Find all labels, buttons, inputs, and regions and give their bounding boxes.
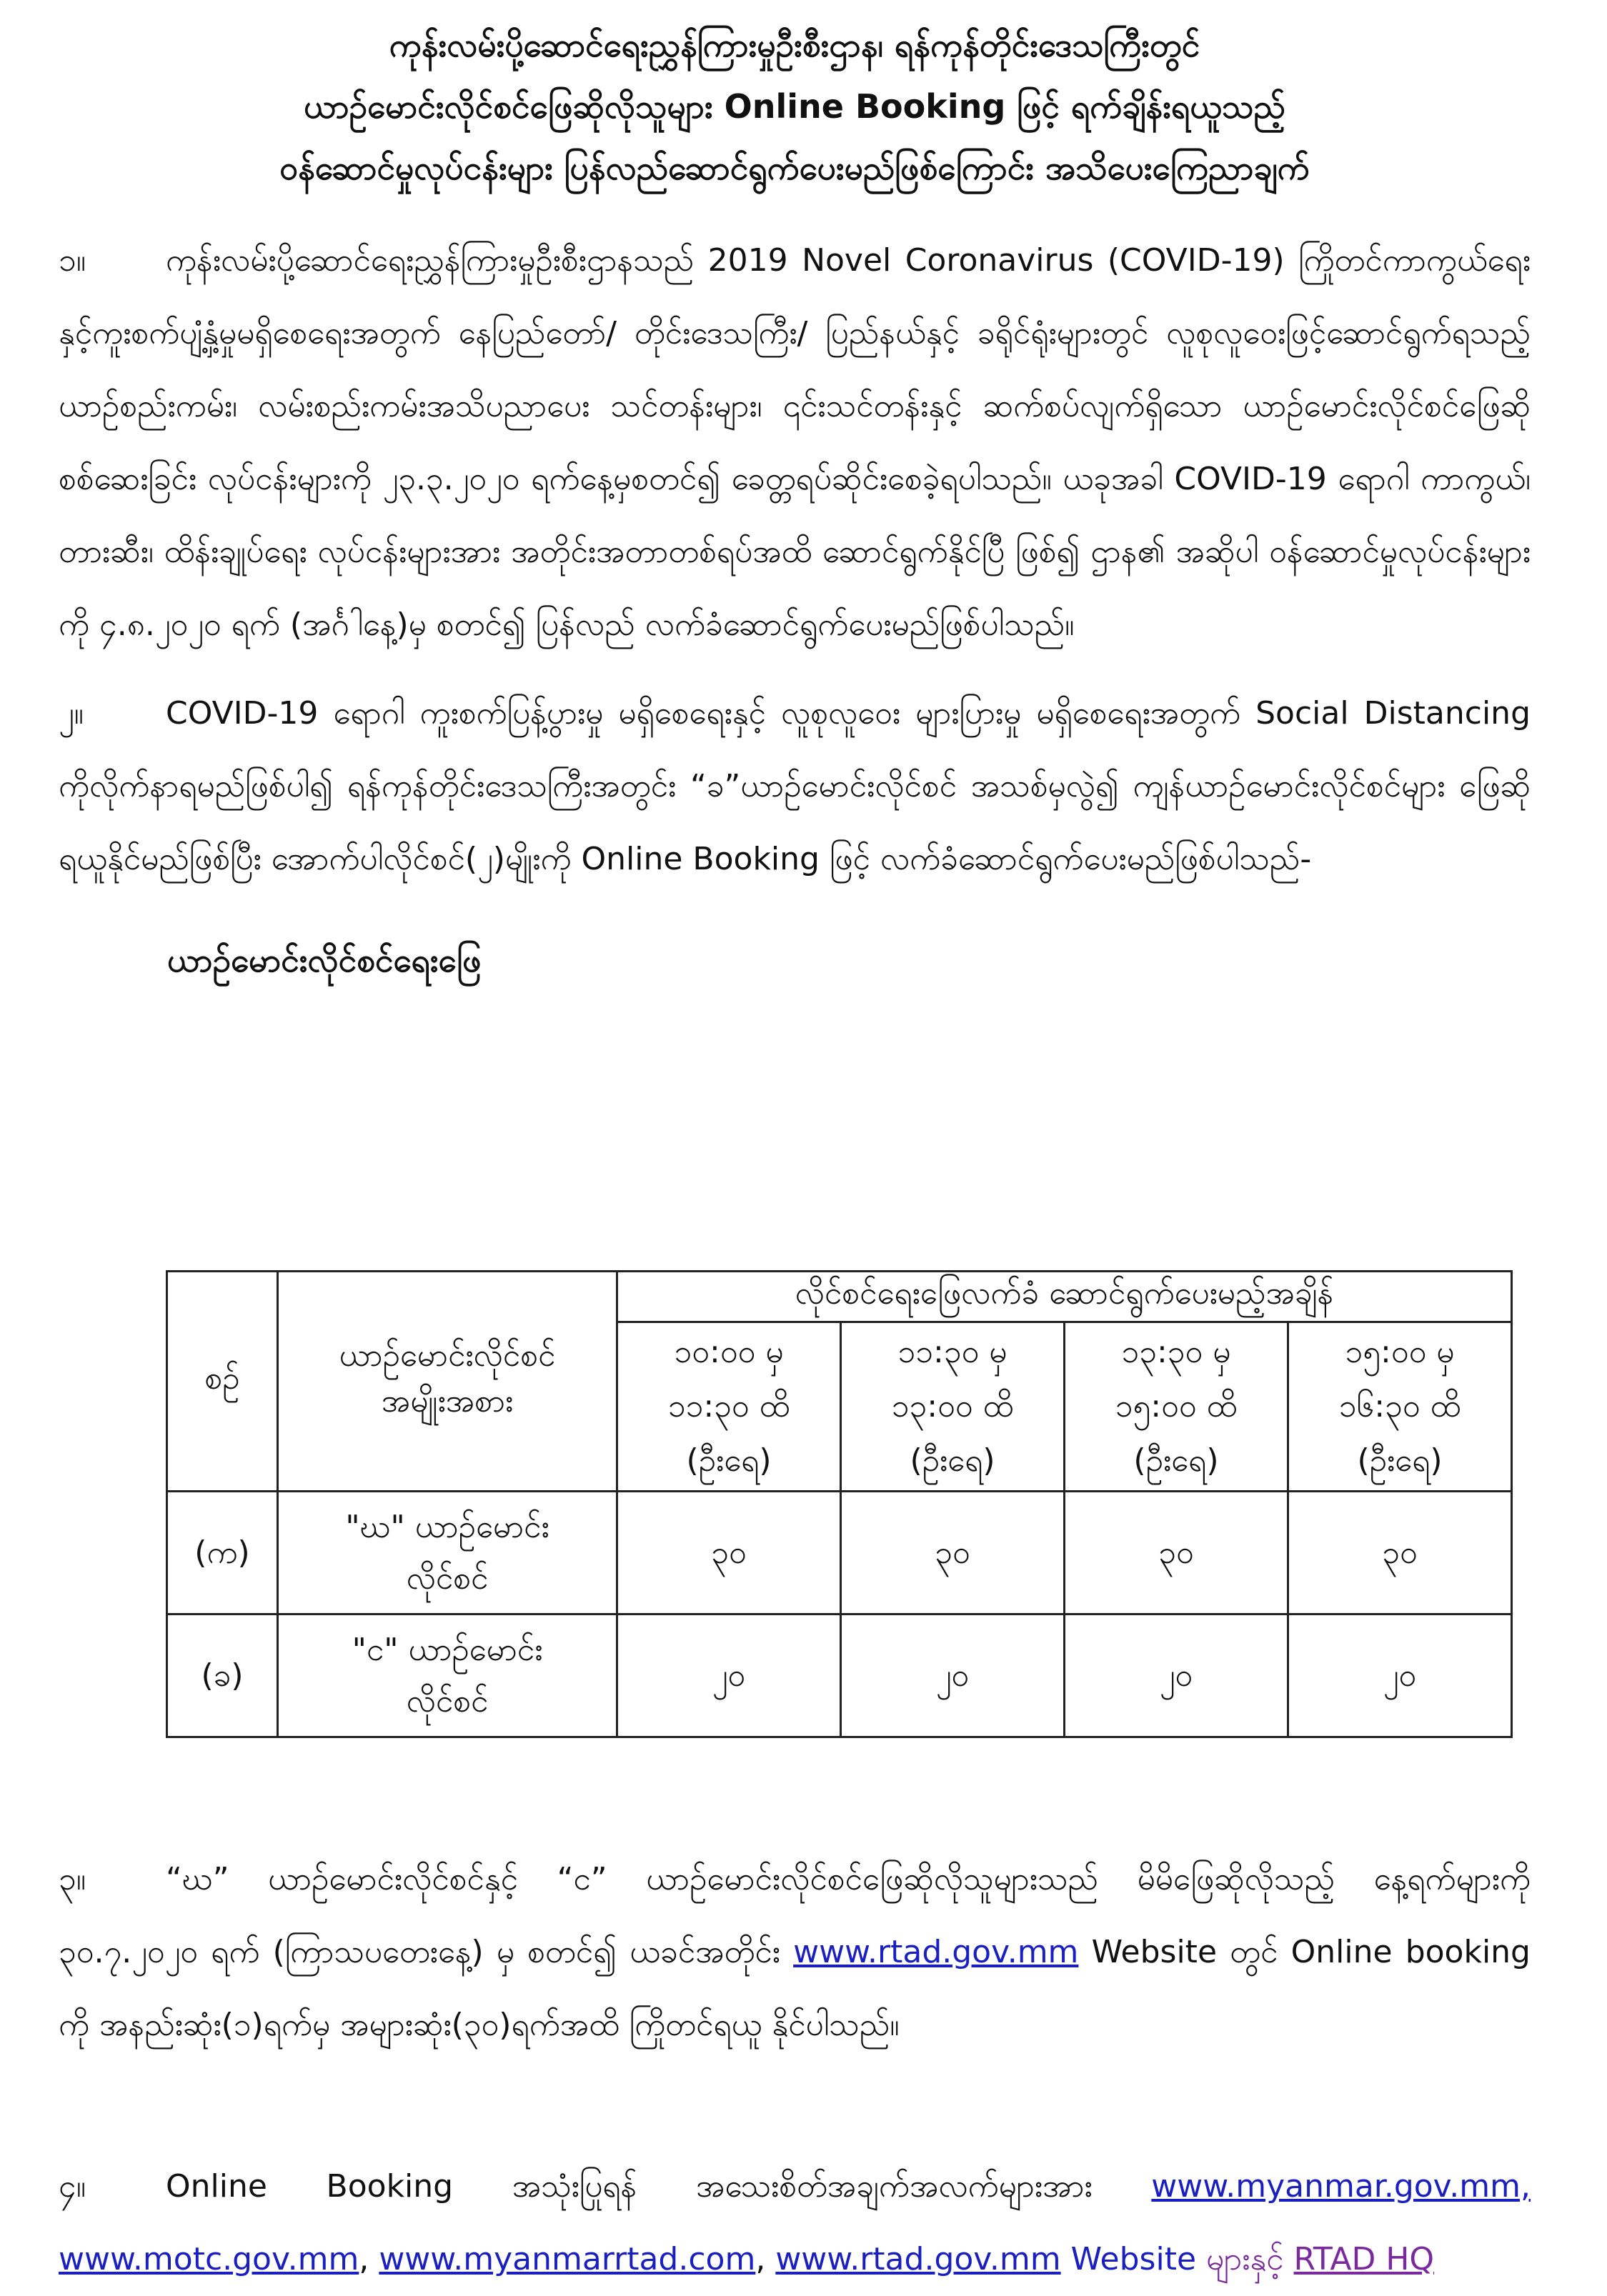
table-row bbox=[167, 1492, 1512, 1614]
row-type bbox=[278, 1614, 617, 1737]
row-value: ၂၀ bbox=[1288, 1614, 1511, 1737]
slot-header bbox=[1064, 1322, 1288, 1492]
row-type-line1: "င" ယာဉ်မောင်း bbox=[352, 1631, 543, 1668]
row-value: ၂၀ bbox=[617, 1614, 841, 1737]
myanmarrtad-link[interactable]: www.myanmarrtad.com bbox=[379, 2241, 756, 2277]
title-line-1: ကုန်းလမ်းပို့ဆောင်ရေးညွှန်ကြားမှုဦးစီးဌာန၊ ရန်ကုန်တိုင်းဒေသကြီးတွင် bbox=[389, 26, 1200, 64]
paragraph-1 bbox=[59, 224, 1531, 662]
slot-from: ၁၁:၃၀ မှ bbox=[897, 1334, 1008, 1370]
row-value: ၃၀ bbox=[1288, 1492, 1511, 1614]
rtad-website-link[interactable]: www.rtad.gov.mm bbox=[793, 1934, 1079, 1970]
row-number: (ခ) bbox=[167, 1614, 278, 1737]
paragraph-2 bbox=[59, 677, 1531, 896]
col-header-group: လိုင်စင်ရေးဖြေလက်ခံ ဆောင်ရွက်ပေးမည့်အချိန် bbox=[617, 1272, 1512, 1322]
rtad-hq-link[interactable]: RTAD HQ bbox=[1293, 2241, 1435, 2277]
slot-from: ၁၃:၃၀ မှ bbox=[1121, 1334, 1231, 1370]
table-row bbox=[167, 1614, 1512, 1737]
paragraph-3-text-b: Website တွင် Online booking ကို အနည်းဆုံး(၁)ရက်မှ အများဆုံး(၃၀)ရက်အထိ ကြိုတင်ရယူ နိုင်ပါသည်။ bbox=[59, 1934, 1531, 2043]
schedule-table bbox=[166, 1270, 1513, 1738]
schedule-heading: ယာဉ်မောင်းလိုင်စင်ရေးဖြေ bbox=[167, 941, 482, 979]
notice-title bbox=[59, 14, 1531, 199]
slot-from: ၁၀:၀၀ မှ bbox=[674, 1334, 784, 1370]
slot-to: ၁၃:၀၀ ထိ bbox=[891, 1388, 1014, 1424]
slot-header bbox=[840, 1322, 1064, 1492]
col-header-number: စဉ် bbox=[167, 1272, 278, 1492]
row-number: (က) bbox=[167, 1492, 278, 1614]
slot-note: (ဦးရေ) bbox=[1357, 1442, 1443, 1479]
paragraph-4 bbox=[59, 2150, 1531, 2296]
separator: , bbox=[755, 2241, 766, 2277]
title-line-3: ဝန်ဆောင်မှုလုပ်ငန်းများ ပြန်လည်ဆောင်ရွက်ပေးမည်ဖြစ်ကြောင်း အသိပေးကြေညာချက် bbox=[279, 149, 1310, 187]
separator: , bbox=[359, 2241, 369, 2277]
slot-note: (ဦးရေ) bbox=[686, 1442, 772, 1479]
row-type bbox=[278, 1492, 617, 1614]
slot-from: ၁၅:၀၀ မှ bbox=[1345, 1334, 1455, 1370]
paragraph-1-text: ကုန်းလမ်းပို့ဆောင်ရေးညွှန်ကြားမှုဦးစီးဌာနသည် 2019 Novel Coronavirus (COVID-19) ကြိုတင်ကာကွယ်ရေးနှင့်ကူးစက်ပျံ့နှံ့မှုမရှိစေရေးအတွက် နေပြည်တော်/ တိုင်းဒေသကြီး/ ပြည်နယ်နှင့် ခရိုင်ရုံးများတွင် လူစုလူဝေးဖြင့်ဆောင်ရွက်ရသည့် ယာဉ်စည်းကမ်း၊ လမ်းစည်းကမ်းအသိပညာပေး သင်တန်းများ၊ ၎င်းသင်တန်းနှင့် ဆက်စပ်လျက်ရှိသော ယာဉ်မောင်းလိုင်စင်ဖြေဆို စစ်ဆေးခြင်း လုပ်ငန်းများကို ၂၃.၃.၂၀၂၀ ရက်နေ့မှစတင်၍ ခေတ္တရပ်ဆိုင်းစေခဲ့ရပါသည်။ ယခုအခါ COVID-19 ရောဂါ ကာကွယ်၊ တားဆီး၊ ထိန်းချုပ်ရေး လုပ်ငန်းများအား အတိုင်းအတာတစ်ရပ်အထိ ဆောင်ရွက်နိုင်ပြီ ဖြစ်၍ ဌာန၏ အဆိုပါ ဝန်ဆောင်မှုလုပ်ငန်းများကို ၄.၈.၂၀၂၀ ရက် (အင်္ဂါနေ့)မှ စတင်၍ ပြန်လည် လက်ခံဆောင်ရွက်ပေးမည်ဖြစ်ပါသည်။ bbox=[59, 242, 1531, 643]
slot-note: (ဦးရေ) bbox=[1133, 1442, 1219, 1479]
slot-header bbox=[617, 1322, 841, 1492]
row-type-line2: လိုင်စင် bbox=[406, 1559, 489, 1597]
paragraph-4-number: ၄။ bbox=[59, 2168, 86, 2205]
col-header-type bbox=[278, 1272, 617, 1492]
slot-to: ၁၅:၀၀ ထိ bbox=[1115, 1388, 1238, 1424]
row-type-line2: လိုင်စင် bbox=[406, 1682, 489, 1719]
row-value: ၃၀ bbox=[617, 1492, 841, 1614]
row-value: ၂၀ bbox=[840, 1614, 1064, 1737]
col-header-type-line2: အမျိုးအစား bbox=[381, 1382, 514, 1419]
paragraph-3-text-a: “ဃ” ယာဉ်မောင်းလိုင်စင်နှင့် “င” ယာဉ်မောင်းလိုင်စင်ဖြေဆိုလိုသူများသည် မိမိဖြေဆိုလိုသည့် နေ့ရက်များကို ၃၀.၇.၂၀၂၀ ရက် (ကြာသပတေးနေ့) မှ စတင်၍ ယခင်အတိုင်း bbox=[59, 1861, 1531, 1970]
notice-page bbox=[59, 0, 1531, 2277]
and-word: များနှင့် bbox=[1206, 2241, 1284, 2277]
website-word: Website bbox=[1070, 2241, 1197, 2277]
slot-note: (ဦးရေ) bbox=[910, 1442, 995, 1479]
col-header-type-line1: ယာဉ်မောင်းလိုင်စင် bbox=[339, 1337, 556, 1374]
paragraph-4-text: Online Booking အသုံးပြုရန် အသေးစိတ်အချက်အလက်များအား bbox=[166, 2168, 1093, 2205]
row-value: ၂၀ bbox=[1064, 1614, 1288, 1737]
row-value: ၃၀ bbox=[1064, 1492, 1288, 1614]
motc-gov-link[interactable]: www.motc.gov.mm bbox=[59, 2241, 359, 2277]
paragraph-3 bbox=[59, 1843, 1531, 2062]
myanmar-gov-link[interactable]: www.myanmar.gov.mm, bbox=[1151, 2168, 1531, 2205]
rtad-gov-link[interactable]: www.rtad.gov.mm bbox=[775, 2241, 1061, 2277]
title-line-2: ယာဉ်မောင်းလိုင်စင်ဖြေဆိုလိုသူများ Online Booking ဖြင့် ရက်ချိန်းရယူသည့် bbox=[304, 87, 1285, 126]
slot-header bbox=[1288, 1322, 1511, 1492]
row-type-line1: "ဃ" ယာဉ်မောင်း bbox=[345, 1508, 549, 1545]
slot-to: ၁၁:၃၀ ထိ bbox=[667, 1388, 790, 1424]
paragraph-2-number: ၂။ bbox=[59, 695, 84, 732]
slot-to: ၁၆:၃၀ ထိ bbox=[1338, 1388, 1461, 1424]
paragraph-2-text: COVID-19 ရောဂါ ကူးစက်ပြန့်ပွားမှု မရှိစေရေးနှင့် လူစုလူဝေး များပြားမှု မရှိစေရေးအတွက် Social Distancing ကိုလိုက်နာရမည်ဖြစ်ပါ၍ ရန်ကုန်တိုင်းဒေသကြီးအတွင်း “ခ”ယာဉ်မောင်းလိုင်စင် အသစ်မှလွဲ၍ ကျန်ယာဉ်မောင်းလိုင်စင်များ ဖြေဆိုရယူနိုင်မည်ဖြစ်ပြီး အောက်ပါလိုင်စင်(၂)မျိုးကို Online Booking ဖြင့် လက်ခံဆောင်ရွက်ပေးမည်ဖြစ်ပါသည်- bbox=[59, 695, 1531, 877]
row-value: ၃၀ bbox=[840, 1492, 1064, 1614]
paragraph-3-number: ၃။ bbox=[59, 1861, 86, 1897]
paragraph-1-number: ၁။ bbox=[59, 242, 86, 279]
